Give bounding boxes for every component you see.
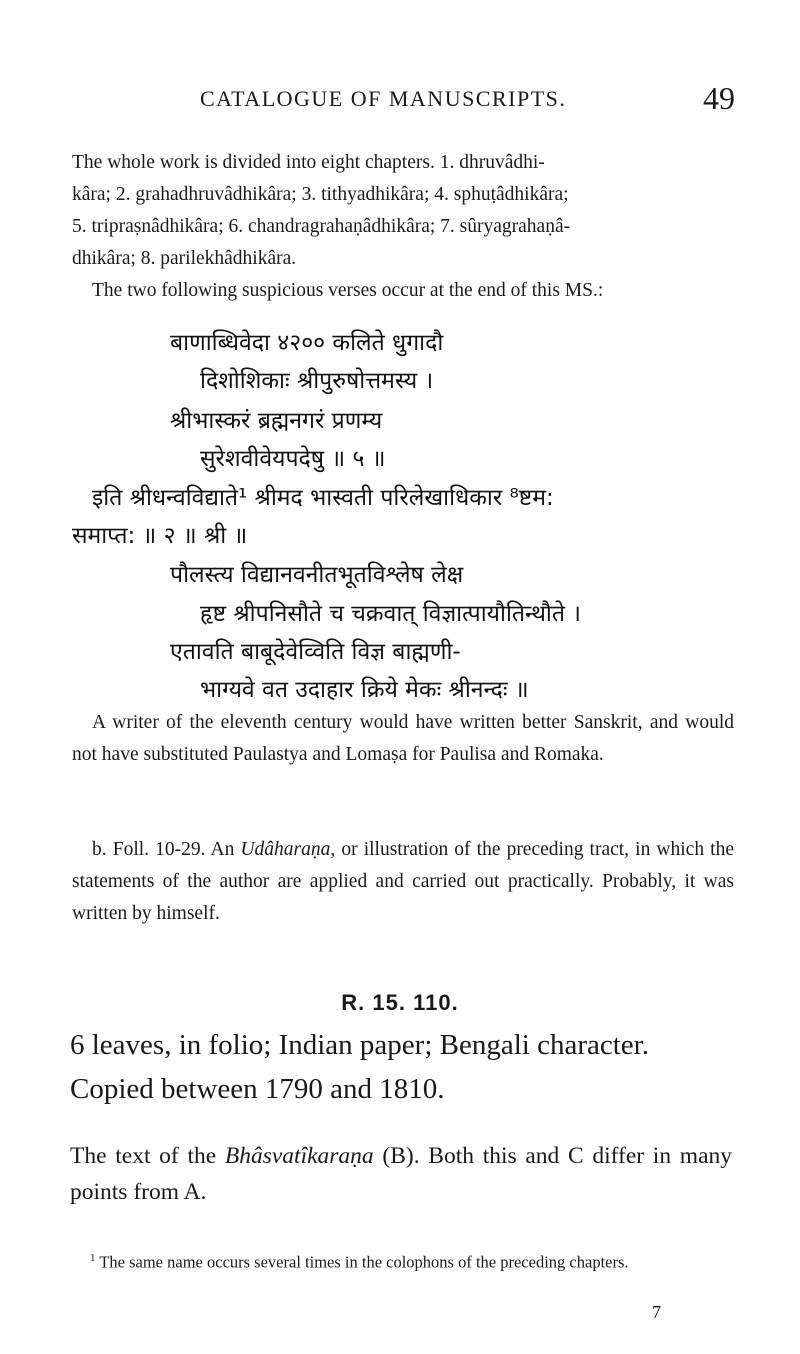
verse-line: बाणाब्धिवेदा ४२०० कलिते धुगादौ: [170, 330, 444, 356]
folio-number: 49: [703, 80, 735, 116]
chapters-paragraph: [72, 147, 734, 275]
manuscript-shelfmark: R. 15. 110.: [341, 990, 459, 1015]
verse-line: एतावति बाबूदेवेव्विति विज्ञ बाह्मणी-: [170, 639, 461, 665]
para-rest: or illustration of the preceding tract, in which the statements of the author are applied and carried out practically. Probably, it was written by himself.: [72, 839, 735, 924]
physical-description: [70, 1023, 740, 1111]
text-line: The whole work is divided into eight chapters. 1. dhruvâdhi-: [72, 152, 545, 173]
verse-line: पौलस्त्य विद्यानवनीतभूतविश्लेष लेक्ष: [170, 562, 464, 588]
verse-line: दिशोशिकाः श्रीपुरुषोत्तमस्य ।: [200, 368, 434, 394]
udaharana-paragraph: [72, 834, 734, 930]
commentary-paragraph: A writer of the eleventh century would have written better Sanskrit, and would not have substituted Paulastya and Lomaṣa for Paulisa and Romaka.: [72, 712, 734, 765]
verse-line: समाप्त: ॥ २ ॥ श्री ॥: [72, 523, 248, 549]
description-line: 6 leaves, in folio; Indian paper; Bengali character.: [70, 1029, 649, 1061]
description-line: Copied between 1790 and 1810.: [70, 1073, 445, 1105]
text-description: [70, 1138, 732, 1210]
para-rest: (B). Both this and C differ in many points from A.: [70, 1143, 732, 1205]
text-line: 5. tripraṣnâdhikâra; 6. chandragrahaṇâdhikâra; 7. sûryagrahaṇâ-: [72, 216, 571, 237]
running-header: [200, 80, 735, 116]
footnote-text: The same name occurs several times in the colophons of the preceding chapters.: [99, 1252, 629, 1272]
verse-line: हृष्ट श्रीपनिसौते च चक्रवात् विज्ञात्पायौतिन्थौते ।: [200, 601, 581, 627]
verse-line: श्रीभास्करं ब्रह्मनगरं प्रणम्य: [170, 408, 383, 434]
para-lead: The text of the: [70, 1143, 225, 1169]
para-lead: b. Foll. 10-29. An: [92, 839, 241, 860]
footnote: [72, 1245, 734, 1276]
footnote-mark: 1: [90, 1252, 96, 1264]
work-title: Udâharaṇa,: [240, 839, 336, 860]
text-line: dhikâra; 8. parilekhâdhikâra.: [72, 248, 297, 269]
verse-line: सुरेशवीवेयपदेषु ॥ ५ ॥: [200, 446, 386, 472]
verses-intro: The two following suspicious verses occur at the end of this MS.:: [92, 280, 604, 301]
signature-number: 7: [652, 1302, 661, 1322]
text-line: kâra; 2. grahadhruvâdhikâra; 3. tithyadhikâra; 4. sphuṭâdhikâra;: [72, 184, 569, 205]
running-title: CATALOGUE OF MANUSCRIPTS.: [200, 86, 567, 111]
work-title: Bhâsvatîkaraṇa: [224, 1143, 374, 1169]
verse-line: भाग्यवे वत उदाहार क्रिये मेकः श्रीनन्दः ॥: [200, 677, 529, 703]
verse-line: इति श्रीधन्वविद्याते¹ श्रीमद भास्वती परिलेखाधिकार ⁸ष्टम:: [92, 485, 554, 511]
